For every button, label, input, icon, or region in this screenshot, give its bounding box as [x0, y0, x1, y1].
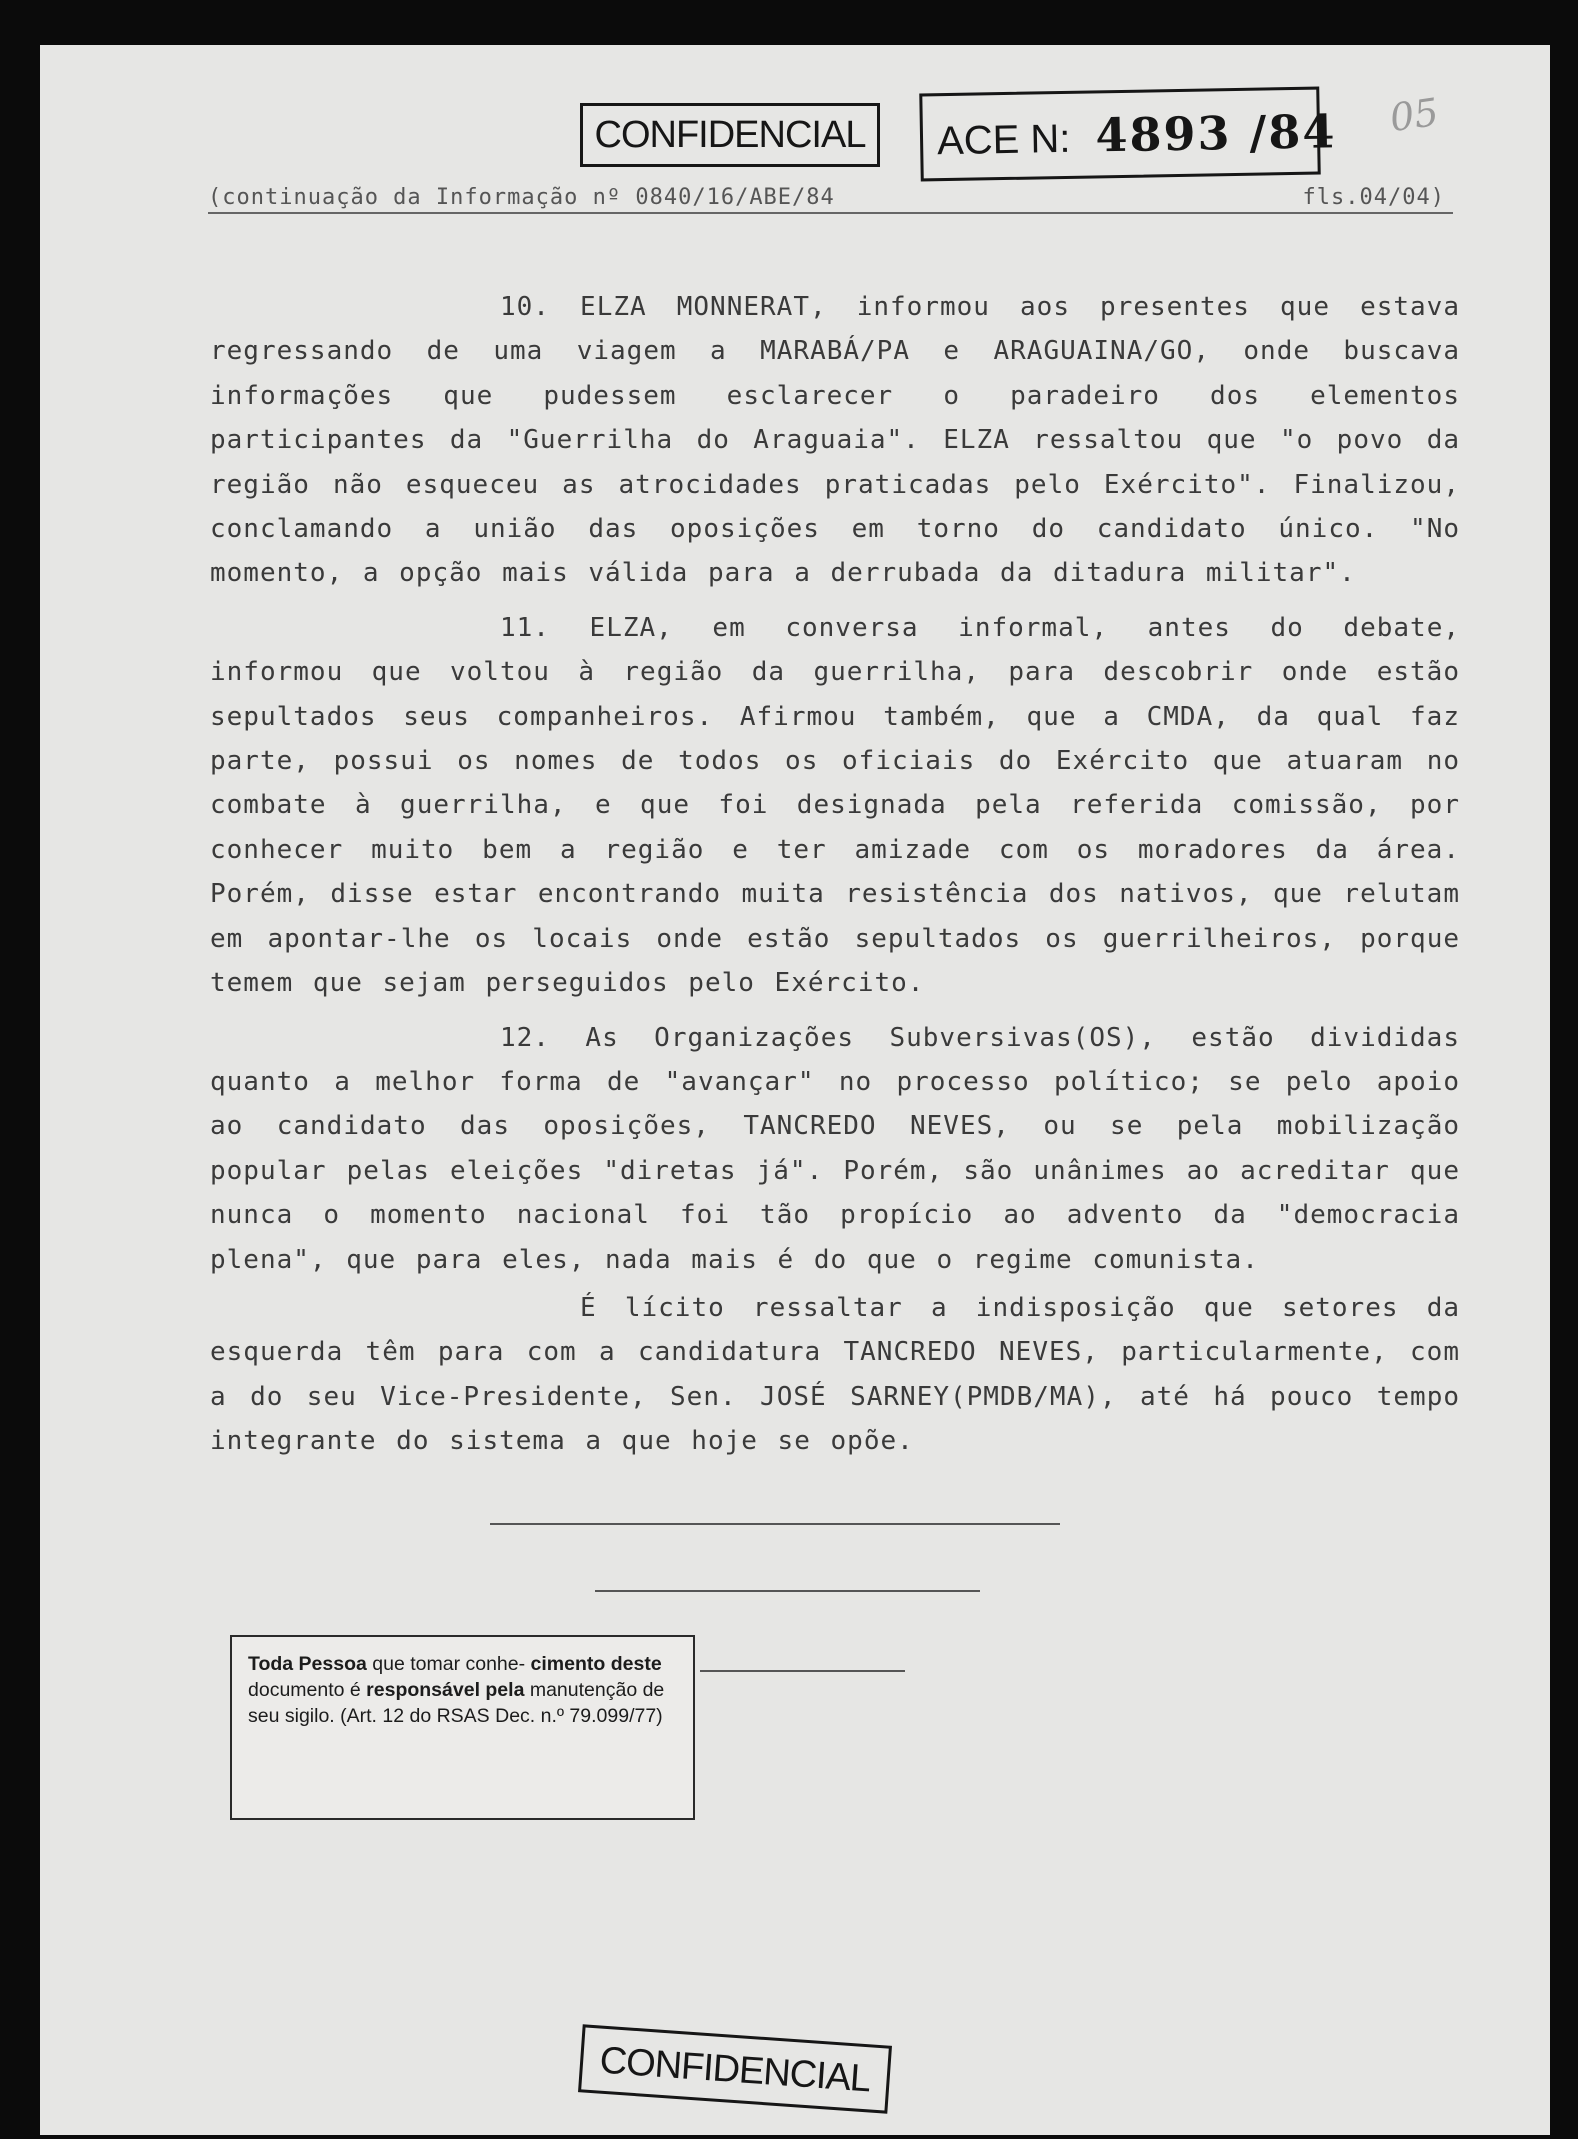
notice-text: manutenção de seu sigilo. (Art. 12 do RSAS Dec. n.º 79.099/77) — [248, 1679, 665, 1727]
notice-bold: cimento deste — [530, 1653, 662, 1675]
notice-lead: Toda Pessoa — [248, 1653, 367, 1675]
ace-number-stamp — [919, 87, 1337, 182]
notice-text: documento é — [248, 1679, 361, 1701]
ace-prefix: ACE N: — [936, 116, 1071, 164]
continuation-header — [208, 185, 1453, 214]
notice-text: que tomar conhe- — [366, 1653, 526, 1675]
signature-line — [490, 1523, 1060, 1525]
paragraph-12: 12. As Organizações Subversivas(OS), estão divididas quanto a melhor forma de "avançar" no processo político; se pelo apoio ao candidato das oposições, TANCREDO NEVES, ou se pela mobilização popular pelas eleições "diretas já". Porém, são unânimes ao acreditar que nunca o momento nacional foi tão propício ao advento da "democracia plena", que para eles, nada mais é do que o regime comunista. — [210, 1022, 1460, 1275]
report-body — [210, 285, 1460, 1464]
confidential-stamp-bottom: CONFIDENCIAL — [578, 2024, 892, 2113]
paragraph-10: 10. ELZA MONNERAT, informou aos presentes que estava regressando de uma viagem a MARABÁ/PA e ARAGUAINA/GO, onde buscava informações que pudessem esclarecer o paradeiro dos elementos participantes da "Guerrilha do Araguaia". ELZA ressaltou que "o povo da região não esqueceu as atrocidades praticadas pelo Exército". Finalizou, conclamando a união das oposições em torno do candidato único. "No momento, a opção mais válida para a derrubada da ditadura militar". — [210, 292, 1460, 589]
confidential-stamp-top: CONFIDENCIAL — [580, 103, 880, 167]
document-page — [40, 45, 1550, 2135]
signature-line — [700, 1670, 905, 1672]
page-number-mark: 05 — [1387, 89, 1442, 141]
sheet-number: fls.04/04) — [1302, 185, 1445, 210]
ace-number: 4893 /84 — [1095, 104, 1337, 163]
secrecy-notice-box — [230, 1635, 695, 1820]
notice-bold: responsável pela — [366, 1679, 525, 1701]
signature-line — [595, 1590, 980, 1592]
paragraph-11: 11. ELZA, em conversa informal, antes do debate, informou que voltou à região da guerrilha, para descobrir onde estão sepultados seus companheiros. Afirmou também, que a CMDA, da qual faz parte, possui os nomes de todos os oficiais do Exército que atuaram no combate à guerrilha, e que foi designada pela referida comissão, por conhecer muito bem a região e ter amizade com os moradores da área. Porém, disse estar encontrando muita resistência dos nativos, que relutam em apontar-lhe os locais onde estão sepultados os guerrilheiros, porque temem que sejam perseguidos pelo Exército. — [210, 612, 1460, 999]
continuation-reference: (continuação da Informação nº 0840/16/ABE/84 — [208, 185, 835, 210]
paragraph-closing: É lícito ressaltar a indisposição que setores da esquerda têm para com a candidatura TANCREDO NEVES, particularmente, com a do seu Vice-Presidente, Sen. JOSÉ SARNEY(PMDB/MA), até há pouco tempo integrante do sistema a que hoje se opõe. — [210, 1292, 1460, 1457]
